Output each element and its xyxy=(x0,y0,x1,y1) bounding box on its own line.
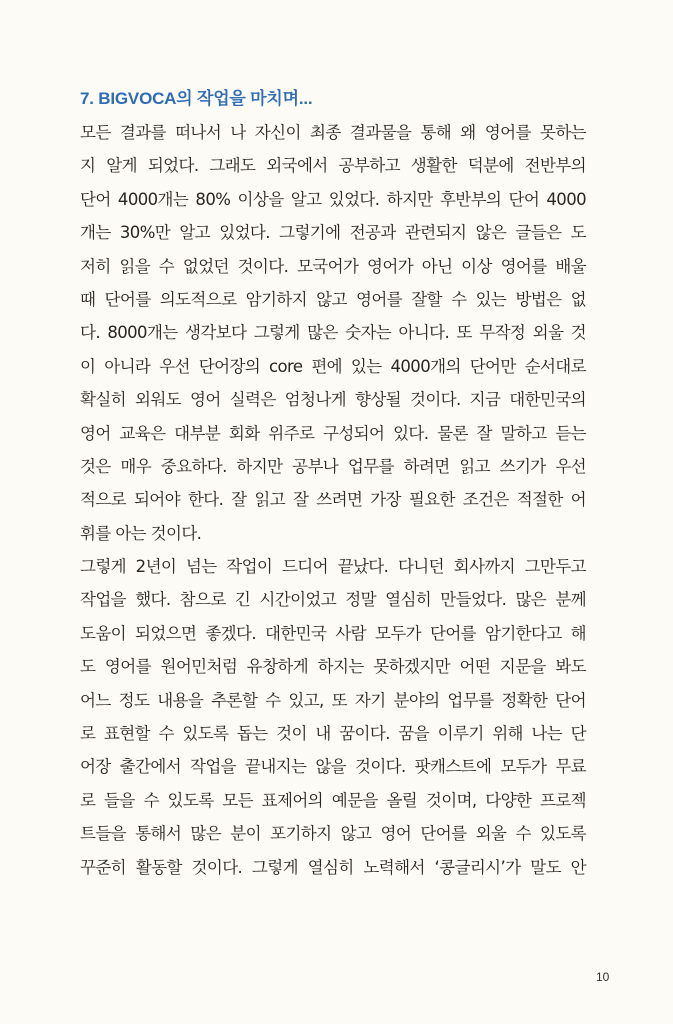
text-line: 때 단어를 의도적으로 암기하지 않고 영어를 잘할 수 있는 방법은 없 xyxy=(80,289,586,309)
text-line: 다. 8000개는 생각보다 그렇게 많은 숫자는 아니다. 또 무작정 외울 것 xyxy=(80,323,586,343)
text-line: 그렇게 2년이 넘는 작업이 드디어 끝났다. 다니던 회사까지 그만두고 xyxy=(80,557,586,577)
text-line: 모든 결과를 떠나서 나 자신이 최종 결과물을 통해 왜 영어를 못하는 xyxy=(80,123,586,142)
text-line: 지 알게 되었다. 그래도 외국에서 공부하고 생활한 덕분에 전반부의 xyxy=(80,156,586,176)
text-line: 확실히 외워도 영어 실력은 엄청나게 향상될 것이다. 지금 대한민국의 xyxy=(80,390,586,410)
page-number: 10 xyxy=(596,970,610,984)
paragraph xyxy=(80,550,586,884)
text-line: 것은 매우 중요하다. 하지만 공부나 업무를 하려면 읽고 쓰기가 우선 xyxy=(80,456,586,476)
section-heading: 7. BIGVOCA의 작업을 마치며... xyxy=(80,89,313,108)
text-line: 단어 4000개는 80% 이상을 알고 있었다. 하지만 후반부의 단어 4000 xyxy=(80,189,586,209)
text-line: 어느 정도 내용을 추론할 수 있고, 또 자기 분야의 업무를 정확한 단어 xyxy=(80,690,586,710)
text-line: 적으로 되어야 한다. 잘 읽고 잘 쓰려면 가장 필요한 조건은 적절한 어 xyxy=(80,490,586,510)
text-line: 휘를 아는 것이다. xyxy=(80,523,202,543)
text-line: 트들을 통해서 많은 분이 포기하지 않고 영어 단어를 외울 수 있도록 xyxy=(80,824,586,844)
text-line: 로 들을 수 있도록 모든 표제어의 예문을 올릴 것이며, 다양한 프로젝 xyxy=(80,790,586,810)
text-line: 꾸준히 활동할 것이다. 그렇게 열심히 노력해서 ‘콩글리시’가 말도 안 xyxy=(80,857,586,877)
text-line: 영어 교육은 대부분 회화 위주로 구성되어 있다. 물론 잘 말하고 듣는 xyxy=(80,423,586,443)
text-line: 이 아니라 우선 단어장의 core 편에 있는 4000개의 단어만 순서대로 xyxy=(80,356,586,376)
text-line: 개는 30%만 알고 있었다. 그렇기에 전공과 관련되지 않은 글들은 도 xyxy=(80,223,586,243)
paragraph xyxy=(80,116,586,550)
text-line: 로 표현할 수 있도록 돕는 것이 내 꿈이다. 꿈을 이루기 위해 나는 단 xyxy=(80,724,586,744)
text-line: 작업을 했다. 참으로 긴 시간이었고 정말 열심히 만들었다. 많은 분께 xyxy=(80,590,586,610)
text-line: 어장 출간에서 작업을 끝내지는 않을 것이다. 팟캐스트에 모두가 무료 xyxy=(80,757,586,777)
text-line: 저히 읽을 수 없었던 것이다. 모국어가 영어가 아닌 이상 영어를 배울 xyxy=(80,256,586,276)
body-text xyxy=(80,116,586,884)
text-line: 도 영어를 원어민처럼 유창하게 하지는 못하겠지만 어떤 지문을 봐도 xyxy=(80,657,586,677)
text-line: 도움이 되었으면 좋겠다. 대한민국 사람 모두가 단어를 암기한다고 해 xyxy=(80,623,586,643)
